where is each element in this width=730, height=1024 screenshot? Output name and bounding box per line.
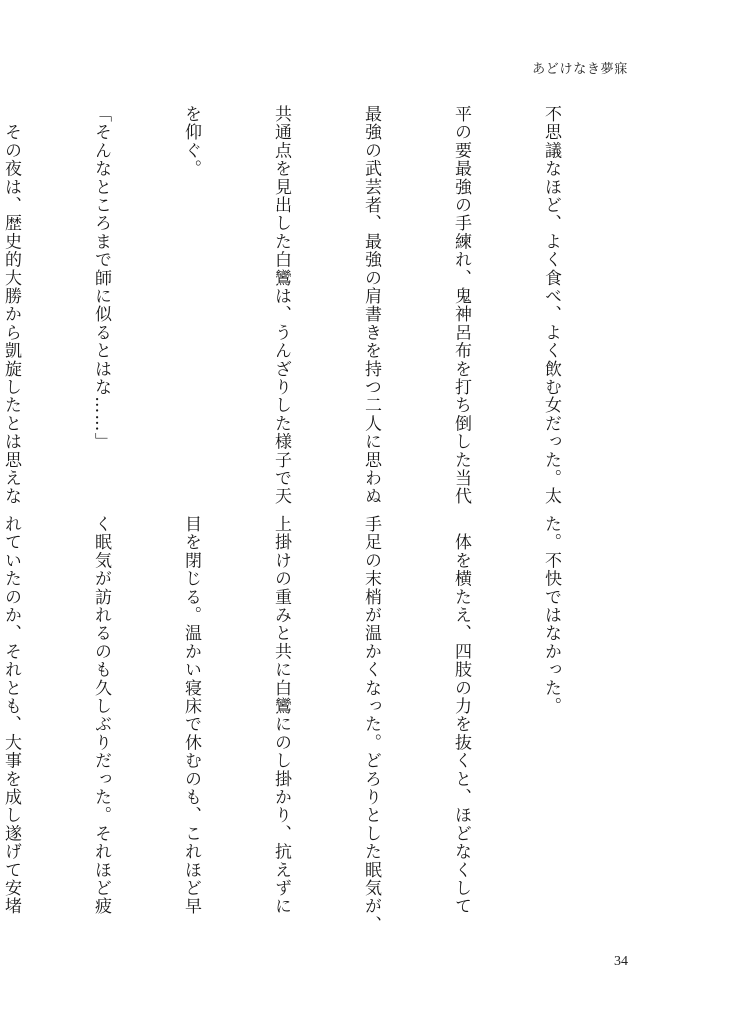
running-title: あどけなき夢寐 <box>532 62 628 77</box>
text-line: 最強の武芸者、最強の肩書きを持つ二人に思わぬ <box>361 105 381 506</box>
text-line: 共通点を見出した白鸞は、うんざりした様子で天 <box>271 105 291 506</box>
lower-text-column <box>1 515 626 934</box>
text-line: 手足の末梢が温かくなった。どろりとした眠気が、 <box>361 515 381 934</box>
text-line: く眠気が訪れるのも久しぶりだった。それほど疲 <box>91 515 111 916</box>
page-number: 34 <box>614 954 628 969</box>
text-line: 目を閉じる。温かい寝床で休むのも、これほど早 <box>181 515 201 916</box>
text-line: 体を横たえ、四肢の力を抜くと、ほどなくして <box>451 515 471 916</box>
text-line: を仰ぐ。 <box>181 105 201 178</box>
text-line: 「そんなところまで師に似るとはな……」 <box>91 105 111 451</box>
text-line: 上掛けの重みと共に白鸞にのし掛かり、抗えずに <box>271 515 291 916</box>
text-line: れていたのか、それとも、大事を成し遂げて安堵 <box>1 515 21 916</box>
text-line: た。不快ではなかった。 <box>541 515 561 716</box>
text-line: 不思議なほど、よく食べ、よく飲む女だった。太 <box>541 105 561 506</box>
text-line: 平の要最強の手練れ、鬼神呂布を打ち倒した当代 <box>451 105 471 506</box>
upper-text-column <box>1 105 626 510</box>
text-line: その夜は、歴史的大勝から凱旋したとは思えな <box>1 105 21 506</box>
